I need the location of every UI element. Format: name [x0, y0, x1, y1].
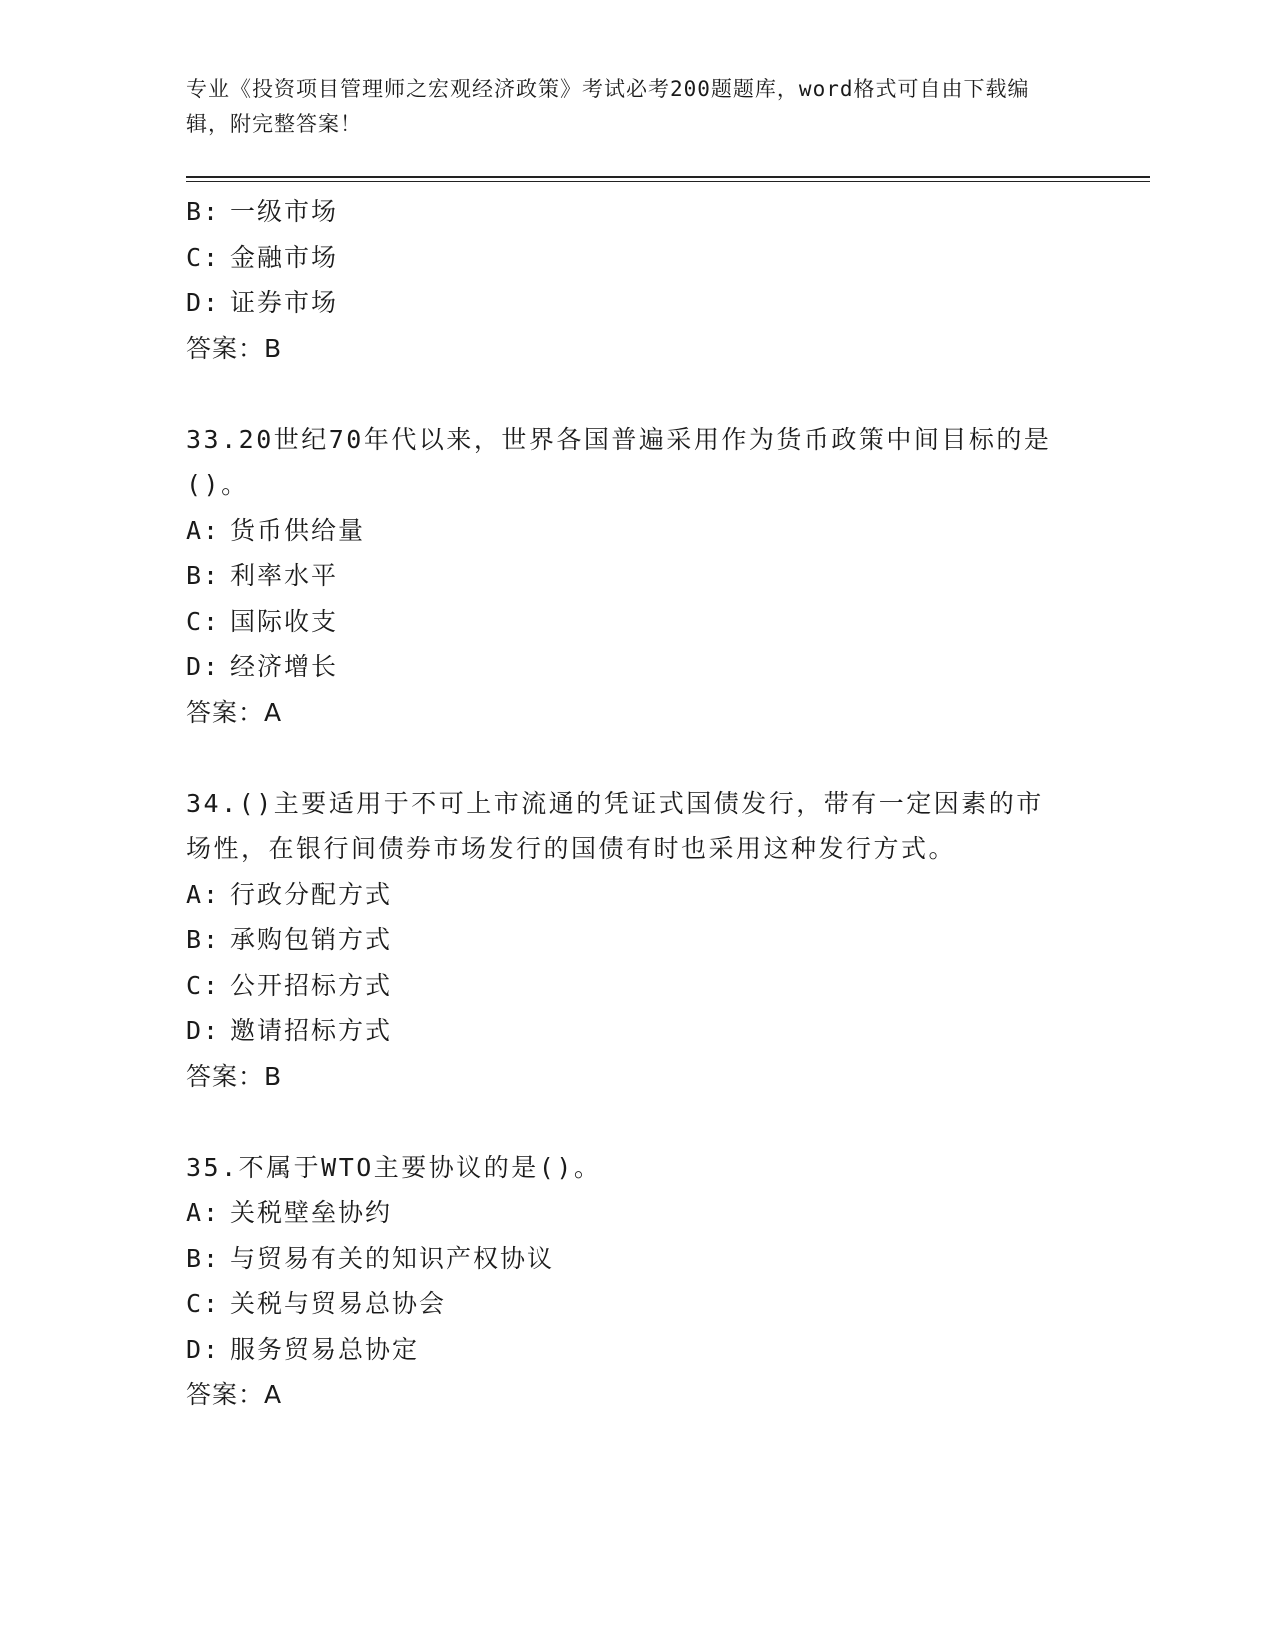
question-text: 34.()主要适用于不可上市流通的凭证式国债发行，带有一定因素的市场性，在银行间债券市场发行的国债有时也采用这种发行方式。 — [186, 788, 1044, 863]
option-letter: B: — [186, 561, 221, 590]
header-rule-thin — [186, 181, 1150, 182]
option-c — [186, 235, 1086, 281]
question-text: 33.20世纪70年代以来，世界各国普遍采用作为货币政策中间目标的是()。 — [186, 424, 1052, 499]
question-block-34 — [186, 781, 1086, 1100]
document-header: 专业《投资项目管理师之宏观经济政策》考试必考200题题库，word格式可自由下载编辑，附完整答案！ — [186, 77, 1030, 136]
option-d — [186, 1008, 1086, 1054]
option-text: 关税壁垒协约 — [230, 1198, 393, 1227]
option-text: 金融市场 — [230, 242, 339, 272]
option-text: 货币供给量 — [230, 515, 366, 545]
option-text: 邀请招标方式 — [230, 1016, 393, 1045]
answer-line: 答案：A — [186, 697, 283, 727]
option-a — [186, 1190, 1086, 1236]
option-b — [186, 1236, 1086, 1282]
option-b — [186, 917, 1086, 963]
option-text: 关税与贸易总协会 — [230, 1289, 447, 1318]
option-b — [186, 553, 1086, 599]
option-letter: B: — [186, 1243, 221, 1273]
option-letter: C: — [186, 1289, 221, 1318]
question-list — [186, 189, 1086, 1418]
option-a — [186, 872, 1086, 918]
option-d — [186, 1327, 1086, 1373]
option-letter: D: — [186, 1334, 221, 1364]
option-text: 行政分配方式 — [230, 879, 393, 909]
answer-line: 答案：B — [186, 1061, 283, 1091]
question-block-32 — [186, 189, 1086, 371]
option-text: 一级市场 — [230, 197, 339, 226]
option-c — [186, 963, 1086, 1009]
option-text: 利率水平 — [230, 561, 339, 590]
question-text: 35.不属于WTO主要协议的是()。 — [186, 1152, 602, 1182]
spacer — [186, 1099, 1086, 1145]
option-letter: B: — [186, 197, 221, 226]
option-letter: A: — [186, 515, 221, 545]
option-letter: A: — [186, 1198, 221, 1227]
option-text: 服务贸易总协定 — [230, 1334, 420, 1364]
option-letter: C: — [186, 242, 221, 272]
option-letter: D: — [186, 288, 221, 317]
option-a — [186, 508, 1086, 554]
spacer — [186, 371, 1086, 417]
answer-line: 答案：B — [186, 333, 283, 363]
question-block-35 — [186, 1145, 1086, 1418]
option-letter: C: — [186, 970, 221, 1000]
option-b — [186, 189, 1086, 235]
option-letter: A: — [186, 879, 221, 909]
option-text: 证券市场 — [230, 288, 339, 317]
option-letter: D: — [186, 1016, 221, 1045]
option-letter: C: — [186, 606, 221, 636]
option-d — [186, 280, 1086, 326]
option-c — [186, 1281, 1086, 1327]
option-text: 与贸易有关的知识产权协议 — [230, 1243, 555, 1273]
option-text: 公开招标方式 — [230, 970, 393, 1000]
option-text: 经济增长 — [230, 652, 339, 681]
option-text: 国际收支 — [230, 606, 339, 636]
answer-line: 答案：A — [186, 1380, 283, 1409]
option-letter: D: — [186, 652, 221, 681]
option-text: 承购包销方式 — [230, 925, 393, 954]
option-d — [186, 644, 1086, 690]
spacer — [186, 735, 1086, 781]
option-letter: B: — [186, 925, 221, 954]
question-block-33 — [186, 417, 1086, 736]
header-rule-thick — [186, 176, 1150, 178]
option-c — [186, 599, 1086, 645]
